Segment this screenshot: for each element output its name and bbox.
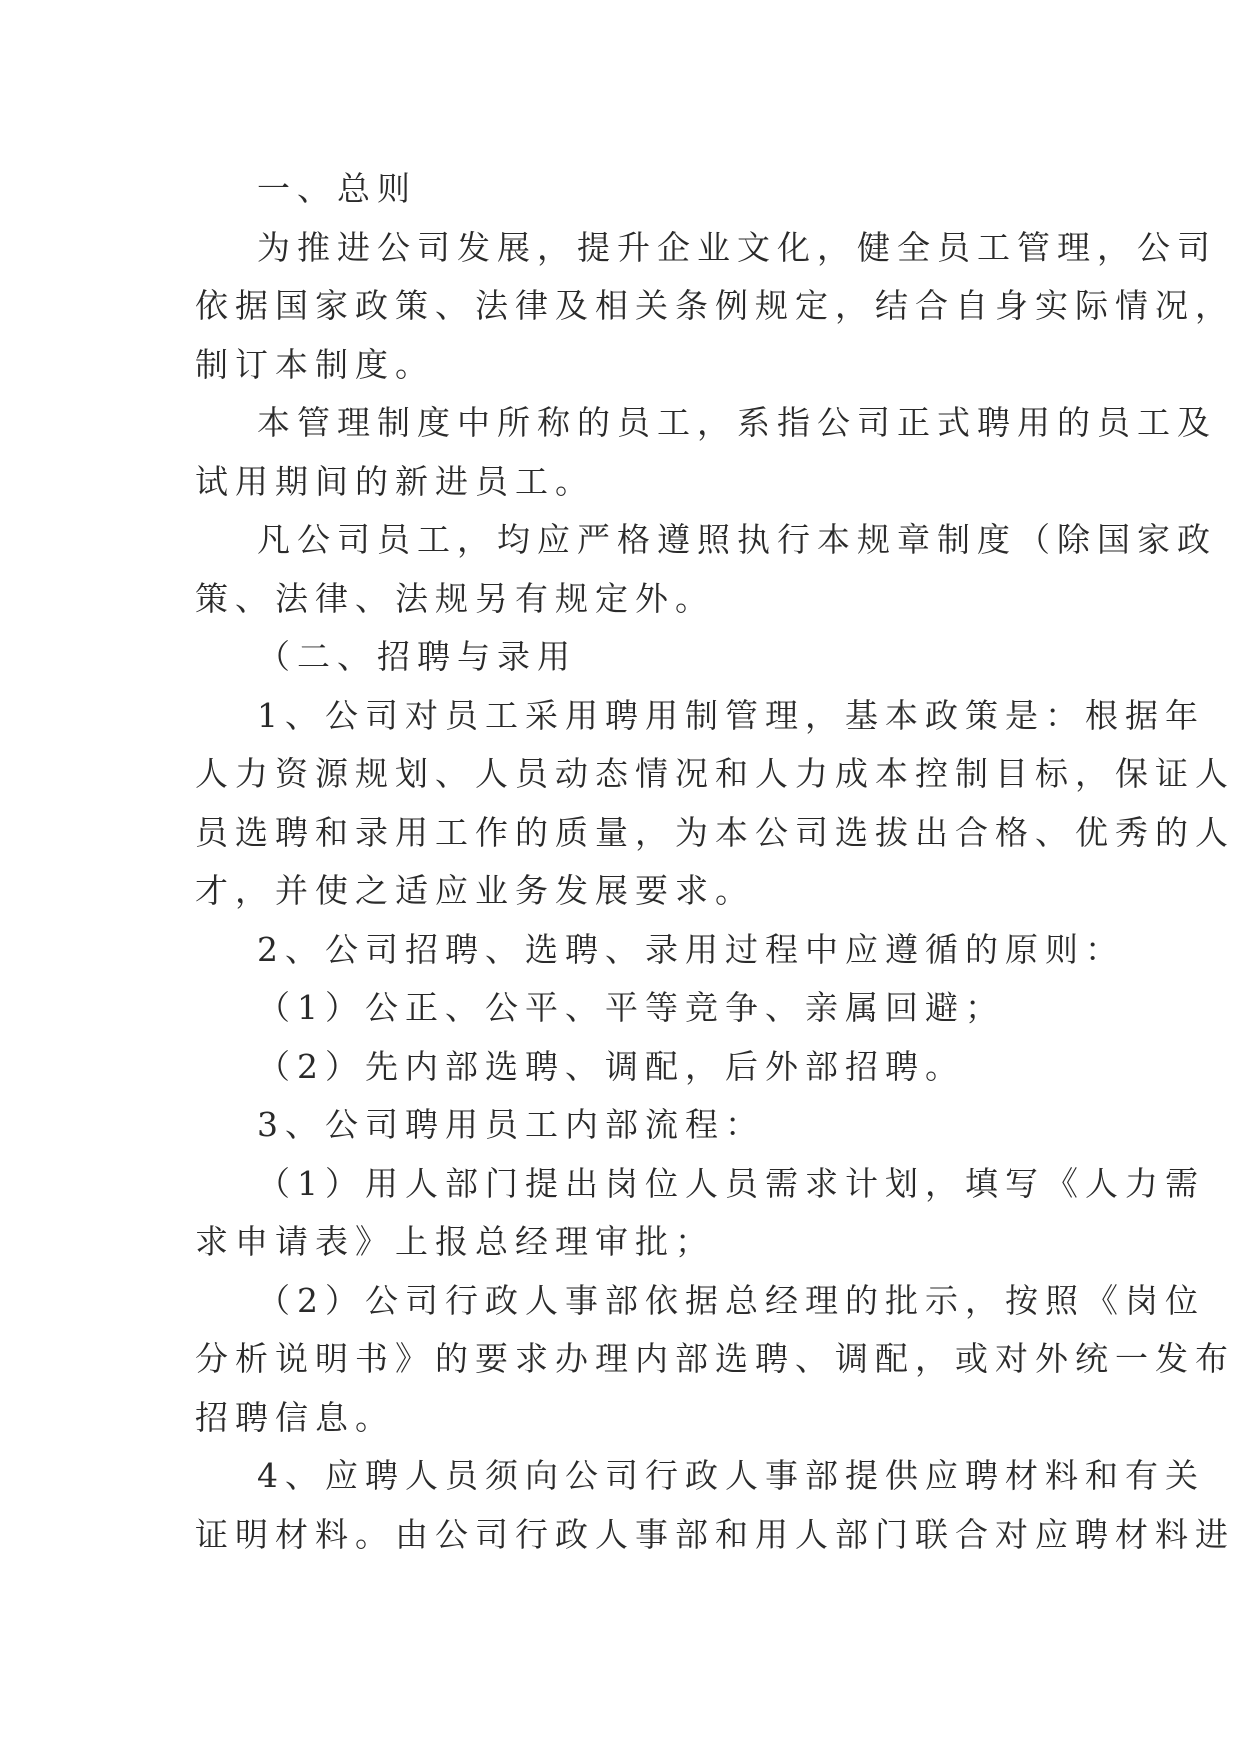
paragraph-line: 分析说明书》的要求办理内部选聘、调配，或对外统一发布 (195, 1339, 1235, 1378)
paragraph-line: 4、应聘人员须向公司行政人事部提供应聘材料和有关 (257, 1456, 1205, 1495)
paragraph-line: 1、公司对员工采用聘用制管理，基本政策是：根据年 (257, 695, 1205, 735)
paragraph-line: 制订本制度。 (195, 344, 435, 384)
paragraph-line: 人力资源规划、人员动态情况和人力成本控制目标，保证人 (195, 754, 1235, 793)
paragraph-line: 试用期间的新进员工。 (195, 461, 595, 501)
paragraph-line: 证明材料。由公司行政人事部和用人部门联合对应聘材料进 (195, 1514, 1235, 1554)
paragraph-line: 依据国家政策、法律及相关条例规定，结合自身实际情况， (195, 286, 1235, 325)
section-heading-recruitment: （二、招聘与录用 (257, 637, 577, 676)
paragraph-line: 策、法律、法规另有规定外。 (195, 578, 715, 618)
document-body (195, 160, 1235, 1564)
paragraph-line: 为推进公司发展，提升企业文化，健全员工管理，公司 (257, 227, 1217, 267)
paragraph-line: 求申请表》上报总经理审批； (195, 1222, 715, 1261)
list-item: （1）用人部门提出岗位人员需求计划，填写《人力需 (257, 1163, 1205, 1203)
paragraph-line: 2、公司招聘、选聘、录用过程中应遵循的原则： (257, 929, 1125, 969)
paragraph-line: 招聘信息。 (195, 1397, 395, 1437)
paragraph-line: 3、公司聘用员工内部流程： (257, 1105, 765, 1144)
paragraph-line: 本管理制度中所称的员工，系指公司正式聘用的员工及 (257, 403, 1217, 442)
section-heading-general: 一、总则 (257, 169, 417, 208)
paragraph-line: 凡公司员工，均应严格遵照执行本规章制度（除国家政 (257, 520, 1217, 559)
list-item: （2）先内部选聘、调配，后外部招聘。 (257, 1046, 965, 1086)
list-item: （1）公正、公平、平等竞争、亲属回避； (257, 988, 1005, 1027)
paragraph-line: 员选聘和录用工作的质量，为本公司选拔出合格、优秀的人 (195, 812, 1235, 852)
list-item: （2）公司行政人事部依据总经理的批示，按照《岗位 (257, 1280, 1205, 1320)
paragraph-line: 才，并使之适应业务发展要求。 (195, 871, 755, 910)
